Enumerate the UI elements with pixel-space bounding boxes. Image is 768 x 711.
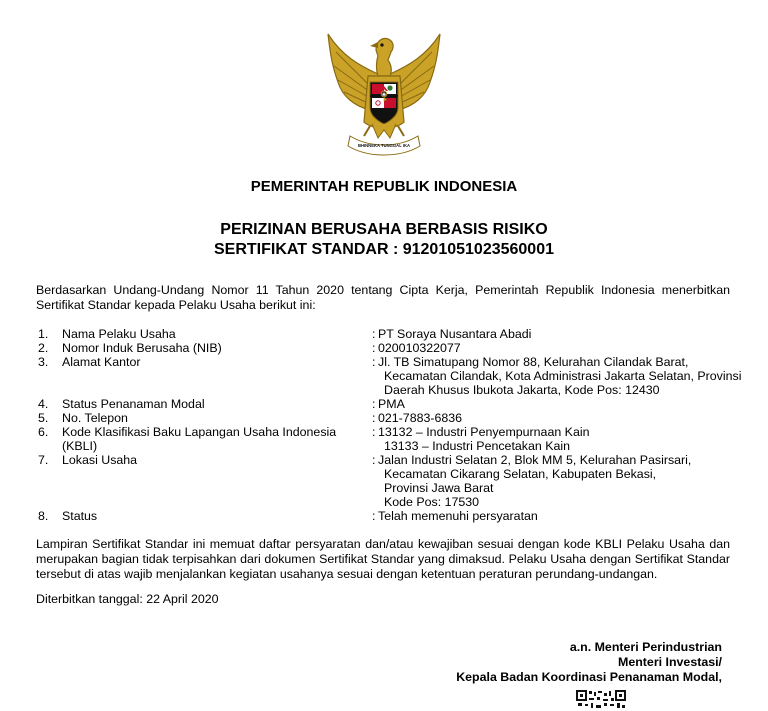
svg-text:BHINNEKA TUNGGAL IKA: BHINNEKA TUNGGAL IKA — [357, 143, 411, 148]
item-colon: : — [372, 341, 376, 355]
value-line: Telah memenuhi persyaratan — [378, 509, 538, 523]
item-value — [378, 397, 738, 411]
qr-code — [576, 690, 626, 711]
issue-date: Diterbitkan tanggal: 22 April 2020 — [36, 592, 219, 606]
certificate-number: SERTIFIKAT STANDAR : 91201051023560001 — [214, 241, 554, 258]
item-label: Status — [62, 509, 98, 523]
value-line: PT Soraya Nusantara Abadi — [378, 327, 532, 341]
item-label: Lokasi Usaha — [62, 453, 138, 467]
signature-line: Kepala Badan Koordinasi Penanaman Modal, — [456, 670, 722, 684]
item-number: 8. — [38, 509, 49, 523]
value-line: 13132 – Industri Penyempurnaan Kain — [378, 425, 590, 439]
value-line: 021-7883-6836 — [378, 411, 463, 425]
garuda-pancasila-emblem — [320, 26, 448, 158]
item-number: 7. — [38, 453, 49, 467]
item-number: 2. — [38, 341, 49, 355]
item-colon: : — [372, 453, 376, 467]
list-item — [38, 453, 738, 509]
item-value — [378, 327, 738, 341]
list-item — [38, 355, 742, 397]
business-details-list — [38, 327, 742, 523]
item-label: Nama Pelaku Usaha — [62, 327, 176, 341]
list-item — [38, 397, 738, 411]
item-colon: : — [372, 397, 376, 411]
value-line: Kode Pos: 17530 — [384, 495, 480, 509]
item-value — [378, 341, 738, 355]
closing-paragraph: Lampiran Sertifikat Standar ini memuat daftar persyaratan dan/atau kewajiban sesuai dengan kode KBLI Pelaku Usaha dan merupakan bagian tidak terpisahkan dari dokumen Sertifikat Standar yang dimaksud. Pelaku Usaha dengan Sertifikat Standar tersebut di atas wajib menjalankan kegiatan usahanya sesuai dengan ketentuan peraturan perundang-undangan. — [36, 537, 730, 581]
intro-paragraph: Berdasarkan Undang-Undang Nomor 11 Tahun 2020 tentang Cipta Kerja, Pemerintah Republik Indonesia menerbitkan Sertifikat Standar kepada Pelaku Usaha berikut ini: — [36, 283, 730, 312]
government-heading: PEMERINTAH REPUBLIK INDONESIA — [250, 178, 518, 195]
item-number: 4. — [38, 397, 49, 411]
value-line: Jl. TB Simatupang Nomor 88, Kelurahan Cilandak Barat, — [378, 355, 689, 369]
value-line: 020010322077 — [378, 341, 461, 355]
item-colon: : — [372, 327, 376, 341]
item-label: Nomor Induk Berusaha (NIB) — [62, 341, 222, 355]
value-line: 13133 – Industri Pencetakan Kain — [384, 439, 570, 453]
value-line: Kecamatan Cikarang Selatan, Kabupaten Bekasi, — [384, 467, 657, 481]
value-line: Provinsi Jawa Barat — [384, 481, 494, 495]
list-item — [38, 341, 738, 355]
list-item — [38, 425, 738, 453]
item-colon: : — [372, 355, 376, 369]
item-value — [378, 453, 738, 509]
list-item — [38, 509, 738, 523]
item-number: 5. — [38, 411, 49, 425]
signature-line: Menteri Investasi/ — [618, 655, 722, 669]
item-number: 1. — [38, 327, 49, 341]
list-item — [38, 411, 738, 425]
signature-block — [456, 640, 722, 685]
value-line: PMA — [378, 397, 405, 411]
item-label: Alamat Kantor — [62, 355, 141, 369]
document-title: PERIZINAN BERUSAHA BERBASIS RISIKO — [220, 221, 548, 238]
item-value — [378, 425, 738, 453]
list-item — [38, 327, 738, 341]
item-colon: : — [372, 411, 376, 425]
item-number: 6. — [38, 425, 49, 439]
item-colon: : — [372, 425, 376, 439]
item-label: No. Telepon — [62, 411, 128, 425]
signature-line: a.n. Menteri Perindustrian — [569, 640, 722, 654]
item-value — [378, 509, 738, 523]
item-number: 3. — [38, 355, 49, 369]
value-line: Kecamatan Cilandak, Kota Administrasi Jakarta Selatan, Provinsi — [384, 369, 742, 383]
item-value — [378, 355, 741, 397]
value-line: Jalan Industri Selatan 2, Blok MM 5, Kelurahan Pasirsari, — [378, 453, 692, 467]
value-line: Daerah Khusus Ibukota Jakarta, Kode Pos: 12430 — [384, 383, 660, 397]
item-label: Kode Klasifikasi Baku Lapangan Usaha Indonesia (KBLI) — [62, 425, 337, 453]
item-value — [378, 411, 738, 425]
item-label: Status Penanaman Modal — [62, 397, 205, 411]
item-colon: : — [372, 509, 376, 523]
